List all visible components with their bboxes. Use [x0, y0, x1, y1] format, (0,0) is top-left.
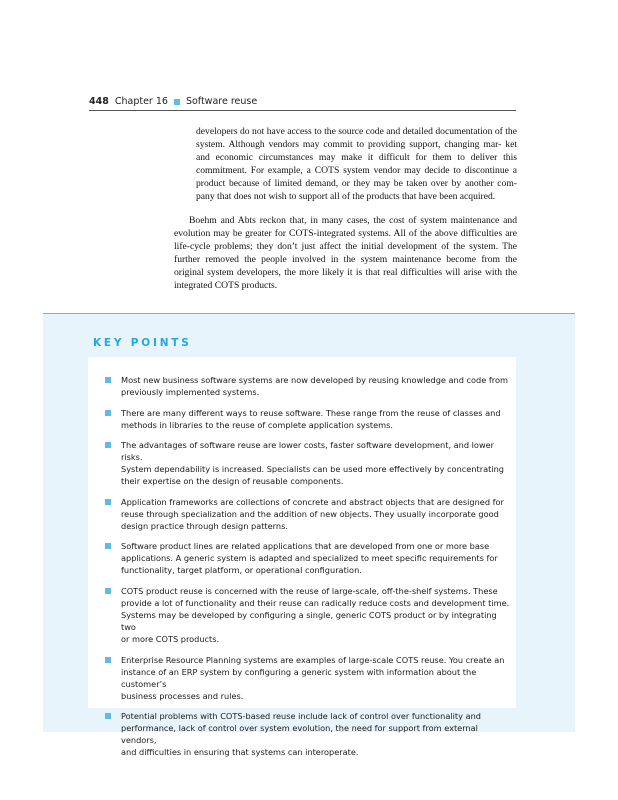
- square-bullet-icon: [105, 713, 111, 719]
- key-point-line: The advantages of software reuse are lower costs, faster software development, and lower risks.: [121, 440, 495, 463]
- key-point-line: System dependability is increased. Specialists can be used more effectively by concentrating: [121, 464, 504, 475]
- paragraph-line: Boehm and Abts reckon that, in many cases, the cost of system maintenance and: [189, 215, 517, 226]
- quoted-list-continuation: [196, 125, 517, 203]
- square-bullet-icon: [105, 410, 111, 416]
- paragraph-line: the original system developers, the more likely it is that real difficulties will arise: [174, 254, 517, 278]
- quote-line: commitment. For example, a COTS system vendor may decide to discontinue a: [196, 165, 517, 176]
- square-bullet-icon: [105, 588, 111, 594]
- key-point-line: Most new business software systems are now developed by reusing knowledge and code from: [121, 375, 508, 385]
- key-point-line: Potential problems with COTS-based reuse include lack of control over functionality and: [121, 711, 481, 722]
- key-point-line: provide a lot of functionality and their reuse can radically reduce costs and development time.: [121, 597, 510, 608]
- paragraph-line: evolution may be greater for COTS-integrated systems. All of the above difficulties: [174, 228, 503, 239]
- paragraph-line: are life-cycle problems; they don’t just affect the initial development of the system.: [174, 228, 517, 252]
- key-points-title: KEY POINTS: [93, 337, 192, 349]
- key-point-line: methods in libraries to the reuse of complete application systems.: [121, 419, 393, 430]
- key-point-line: design practice through design patterns.: [121, 520, 288, 531]
- page-number: 448: [89, 96, 109, 107]
- quote-line: developers do not have access to the source code and detailed documentation of: [196, 126, 503, 137]
- chapter-label: Chapter 16: [114, 96, 168, 107]
- paragraph-line: with the integrated COTS products.: [174, 267, 517, 291]
- quote-line: pany that does not wish to support all of the products that have been acquired.: [196, 191, 496, 202]
- running-header: [89, 96, 516, 107]
- key-point-line: performance, lack of control over system evolution, the need for support from external vendors,: [121, 723, 478, 746]
- key-point-line: applications. A generic system is adapted and specialized to meet specific requirements for: [121, 553, 498, 564]
- square-bullet-icon: [105, 657, 111, 663]
- key-point-line: There are many different ways to reuse software. These range from the reuse of classes and: [121, 407, 501, 418]
- key-point-line: Software product lines are related applications that are developed from one or more base: [121, 541, 490, 552]
- key-point-line: business processes and rules.: [121, 690, 244, 701]
- key-point-item: [105, 407, 510, 431]
- key-point-line: reuse through specialization and the addition of new objects. They usually incorporate good: [121, 508, 499, 519]
- key-point-item: [105, 540, 510, 576]
- key-points-list: [105, 374, 510, 767]
- key-point-item: [105, 654, 510, 702]
- square-bullet-icon: [105, 543, 111, 549]
- key-point-line: or more COTS products.: [121, 633, 220, 644]
- key-point-line: Enterprise Resource Planning systems are examples of large-scale COTS reuse. You create an: [121, 654, 505, 665]
- key-point-line: previously implemented systems.: [121, 387, 260, 397]
- square-bullet-icon: [105, 377, 111, 383]
- key-point-line: instance of an ERP system by configuring a generic system with information about the customer’s: [121, 666, 477, 689]
- square-bullet-icon: [105, 499, 111, 505]
- paragraph-line: The further removed the people involved in the system maintenance become from: [174, 241, 517, 265]
- key-point-item: [105, 496, 510, 532]
- key-point-line: Systems may be developed by configuring a single, generic COTS product or by integrating two: [121, 609, 497, 632]
- key-point-line: COTS product reuse is concerned with the reuse of large-scale, off-the-shelf systems. These: [121, 585, 498, 596]
- key-point-line: Application frameworks are collections of concrete and abstract objects that are designed for: [121, 496, 504, 507]
- key-point-line: and difficulties in ensuring that systems can interoperate.: [121, 747, 359, 758]
- quote-line: product because of limited demand, or they may be taken over by another com-: [196, 178, 517, 189]
- key-point-item: [105, 439, 510, 487]
- square-bullet-icon: [105, 442, 111, 448]
- quote-line: ket and economic circumstances may make it difficult for them to deliver this: [196, 139, 517, 163]
- key-point-line: their expertise on the design of reusable components.: [121, 476, 344, 487]
- quote-line: the system. Although vendors may commit to providing support, changing mar-: [196, 126, 517, 150]
- key-point-item: [105, 374, 510, 398]
- header-rule: [89, 110, 516, 111]
- body-paragraph: [174, 214, 517, 292]
- section-label: Software reuse: [185, 96, 258, 107]
- key-point-item: [105, 710, 510, 758]
- key-point-line: functionality, target platform, or operational configuration.: [121, 565, 362, 576]
- key-point-item: [105, 585, 510, 645]
- header-square-icon: [174, 99, 180, 105]
